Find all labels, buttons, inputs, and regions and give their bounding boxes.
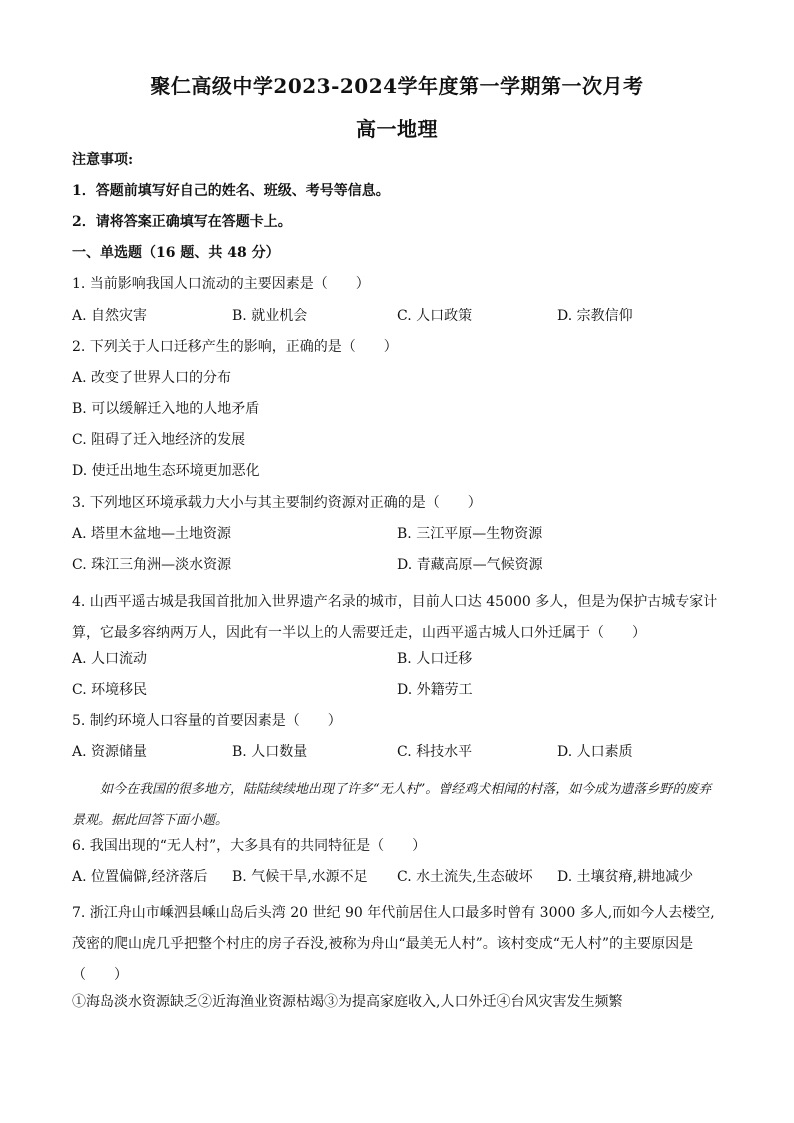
question-3-stem: 3. 下列地区环境承载力大小与其主要制约资源对正确的是（ ） xyxy=(72,495,482,511)
question-5-stem: 5. 制约环境人口容量的首要因素是（ ） xyxy=(72,713,342,729)
question-6-option-d: D. 土壤贫瘠,耕地减少 xyxy=(557,869,694,885)
reading-passage: 如今在我国的很多地方，陆陆续续地出现了许多“无人村”。曾经鸡犬相闻的村落，如今成为遗落乡野的废弃景观。据此回答下面小题。 xyxy=(72,782,712,828)
question-7-stem: 7. 浙江舟山市嵊泗县嵊山岛后头湾 20 世纪 90 年代前居住人口最多时曾有 3000 多人,而如今人去楼空,茂密的爬山虎几乎把整个村庄的房子吞没,被称为舟山“最美无人村”。该村变成“无人村”的主要原因是（ ） xyxy=(72,905,715,983)
notice-item-2: 2．请将答案正确填写在答题卡上。 xyxy=(72,214,292,230)
question-2-option-a: A. 改变了世界人口的分布 xyxy=(72,370,232,386)
question-4-option-a: A. 人口流动 xyxy=(72,651,148,667)
exam-title: 聚仁高级中学2023-2024学年度第一学期第一次月考 xyxy=(150,74,644,98)
notice-heading: 注意事项: xyxy=(72,152,134,168)
question-6-option-c: C. 水土流失,生态破坏 xyxy=(397,869,533,885)
question-1-option-c: C. 人口政策 xyxy=(397,308,473,324)
question-2-option-d: D. 使迁出地生态环境更加恶化 xyxy=(72,463,260,479)
question-2-stem: 2. 下列关于人口迁移产生的影响，正确的是（ ） xyxy=(72,339,398,355)
question-3-option-b: B. 三江平原—生物资源 xyxy=(397,526,543,542)
question-2-option-c: C. 阻碍了迁入地经济的发展 xyxy=(72,432,246,448)
question-3-option-a: A. 塔里木盆地—土地资源 xyxy=(72,526,232,542)
question-2-option-b: B. 可以缓解迁入地的人地矛盾 xyxy=(72,401,260,417)
question-5-option-d: D. 人口素质 xyxy=(557,744,633,760)
question-3-option-d: D. 青藏高原—气候资源 xyxy=(397,557,543,573)
exam-subtitle: 高一地理 xyxy=(356,117,438,141)
notice-item-1: 1．答题前填写好自己的姓名、班级、考号等信息。 xyxy=(72,183,390,199)
question-5-option-a: A. 资源储量 xyxy=(72,744,148,760)
question-5-option-c: C. 科技水平 xyxy=(397,744,473,760)
question-6-option-a: A. 位置偏僻,经济落后 xyxy=(72,869,208,885)
question-3-option-c: C. 珠江三角洲—淡水资源 xyxy=(72,557,232,573)
question-4-option-c: C. 环境移民 xyxy=(72,682,148,698)
question-6-option-b: B. 气候干旱,水源不足 xyxy=(232,869,368,885)
section-title: 一、单选题（16 题、共 48 分） xyxy=(72,245,280,261)
question-1-stem: 1. 当前影响我国人口流动的主要因素是（ ） xyxy=(72,276,370,292)
question-4-stem: 4. 山西平遥古城是我国首批加入世界遗产名录的城市，目前人口达 45000 多人，但是为保护古城专家计算，它最多容纳两万人，因此有一半以上的人需要迁走，山西平遥古城人口外迁属于（ ） xyxy=(72,594,718,641)
question-1-option-b: B. 就业机会 xyxy=(232,308,308,324)
question-1-option-a: A. 自然灾害 xyxy=(72,308,148,324)
question-4-option-b: B. 人口迁移 xyxy=(397,651,473,667)
question-5-option-b: B. 人口数量 xyxy=(232,744,308,760)
question-7-choices: ①海岛淡水资源缺乏②近海渔业资源枯竭③为提高家庭收入,人口外迁④台风灾害发生频繁 xyxy=(72,994,623,1010)
question-6-stem: 6. 我国出现的“无人村”，大多具有的共同特征是（ ） xyxy=(72,838,427,854)
question-1-option-d: D. 宗教信仰 xyxy=(557,308,633,324)
question-4-option-d: D. 外籍劳工 xyxy=(397,682,473,698)
